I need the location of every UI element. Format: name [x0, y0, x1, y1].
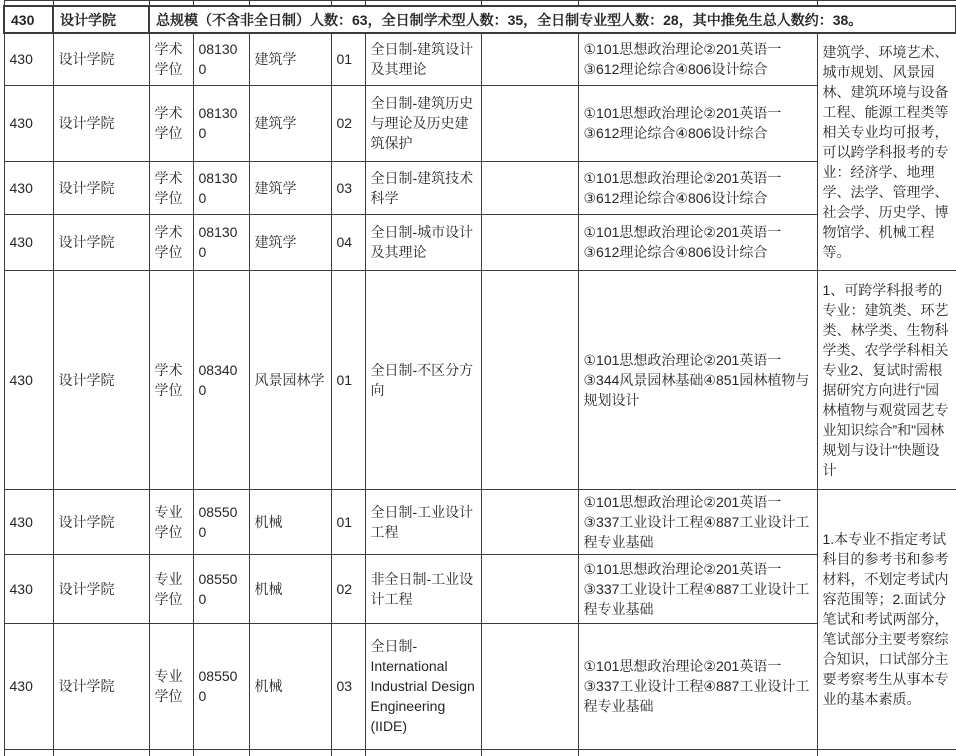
cell-direction-name: 全日制-建筑技术科学: [365, 161, 481, 214]
cell-major-name: 机械: [249, 554, 331, 623]
cell-enrollment-blank: [481, 554, 578, 623]
cell-enrollment-blank: [481, 489, 578, 554]
cell-major-name: 风景园林学: [249, 270, 331, 489]
cell-major-code: 083400: [193, 270, 249, 489]
cell-degree-type: 专业学位: [149, 623, 193, 749]
cell-exam-subjects: ①101思想政治理论②201英语一③337工业设计工程④887工业设计工程专业基础: [578, 489, 817, 554]
table-row: [4, 554, 956, 623]
table-row: [4, 489, 956, 554]
cell-degree-type: 学术学位: [149, 270, 193, 489]
cell-school-code: 430: [4, 85, 53, 161]
cell-school-code: 430: [4, 33, 53, 85]
cell-school-name: 设计学院: [53, 623, 149, 749]
cell-enrollment-blank: [481, 161, 578, 214]
cell-major-code: 085500: [193, 623, 249, 749]
cell-direction-number: 03: [331, 623, 365, 749]
cell-degree-type: 专业学位: [149, 554, 193, 623]
cell-direction-name: 全日制-城市设计及其理论: [365, 214, 481, 270]
cell-enrollment-blank: [481, 85, 578, 161]
cell-direction-number: 01: [331, 33, 365, 85]
cell-direction-name: 全日制-International Industrial Design Engineering (IIDE): [365, 623, 481, 749]
cell-degree-type: 学术学位: [149, 33, 193, 85]
cell-exam-subjects: ①101思想政治理论②201英语一③337工业设计工程④887工业设计工程专业基础: [578, 554, 817, 623]
cell-school-name: 设计学院: [53, 489, 149, 554]
cell-school-name: 设计学院: [53, 214, 149, 270]
cell-major-name: 建筑学: [249, 85, 331, 161]
cell-exam-subjects: ①101思想政治理论②201英语一③612理论综合④806设计综合: [578, 33, 817, 85]
table-row: [4, 623, 956, 749]
cell-exam-subjects: ①101思想政治理论②201英语一③612理论综合④806设计综合: [578, 85, 817, 161]
cell-direction-number: 03: [331, 161, 365, 214]
cell-school-code: 430: [4, 554, 53, 623]
cell-direction-number: 02: [331, 554, 365, 623]
cell-direction-name: 全日制-建筑设计及其理论: [365, 33, 481, 85]
cell-school-name: 设计学院: [53, 270, 149, 489]
cell-major-code: 081300: [193, 85, 249, 161]
cell-exam-subjects: ①101思想政治理论②201英语一③612理论综合④806设计综合: [578, 214, 817, 270]
cell-major-code: 081300: [193, 161, 249, 214]
cell-major-name: 建筑学: [249, 214, 331, 270]
cell-major-name: 建筑学: [249, 33, 331, 85]
table-row: [4, 33, 956, 85]
table-row: [4, 214, 956, 270]
table-row: [4, 85, 956, 161]
cell-major-name: 机械: [249, 623, 331, 749]
cell-school-code: 430: [4, 623, 53, 749]
cell-exam-subjects: ①101思想政治理论②201英语一③612理论综合④806设计综合: [578, 161, 817, 214]
cell-school-name: 设计学院: [53, 33, 149, 85]
cell-degree-type: 专业学位: [149, 489, 193, 554]
cell-exam-subjects: ①101思想政治理论②201英语一③344风景园林基础④851园林植物与规划设计: [578, 270, 817, 489]
cell-degree-type: 学术学位: [149, 214, 193, 270]
admissions-table: [3, 0, 956, 756]
cell-remarks: 1.本专业不指定考试科目的参考书和参考材料，不划定考试内容范围等；2.面试分笔试和考试两部分，笔试部分主要考察综合知识，口试部分主要考察考生从事本专业的基本素质。: [817, 489, 956, 749]
cell-direction-name: 全日制-建筑历史与理论及历史建筑保护: [365, 85, 481, 161]
cell-exam-subjects: ①101思想政治理论②201英语一③337工业设计工程④887工业设计工程专业基础: [578, 623, 817, 749]
cell-direction-name: 全日制-工业设计工程: [365, 489, 481, 554]
cell-degree-type: 学术学位: [149, 85, 193, 161]
cell-school-code: 430: [4, 489, 53, 554]
cell-direction-number: 04: [331, 214, 365, 270]
cell-school-code: 430: [4, 161, 53, 214]
cell-direction-number: 01: [331, 489, 365, 554]
cell-school-name: 设计学院: [53, 85, 149, 161]
cell-direction-number: 02: [331, 85, 365, 161]
cell-degree-type: 学术学位: [149, 161, 193, 214]
cell-school-code: 430: [4, 6, 53, 33]
table-row: [4, 161, 956, 214]
cell-remarks: 建筑学、环境艺术、城市规划、风景园林、建筑环境与设备工程、能源工程类等相关专业均可报考，可以跨学科报考的专业：经济学、地理学、法学、管理学、社会学、历史学、博物馆学、机械工程等。: [817, 33, 956, 270]
cell-major-code: 085500: [193, 554, 249, 623]
cell-school-name: 设计学院: [53, 554, 149, 623]
cell-direction-number: 01: [331, 270, 365, 489]
cell-enrollment-summary: 总规模（不含非全日制）人数：63，全日制学术型人数：35，全日制专业型人数：28，其中推免生总人数约：38。: [149, 6, 956, 33]
cell-enrollment-blank: [481, 33, 578, 85]
cell-major-name: 机械: [249, 489, 331, 554]
cell-enrollment-blank: [481, 623, 578, 749]
cell-major-code: 085500: [193, 489, 249, 554]
cell-direction-name: 非全日制-工业设计工程: [365, 554, 481, 623]
cell-enrollment-blank: [481, 214, 578, 270]
cell-enrollment-blank: [481, 270, 578, 489]
cell-direction-name: 全日制-不区分方向: [365, 270, 481, 489]
cell-school-code: 430: [4, 214, 53, 270]
cell-major-name: 建筑学: [249, 161, 331, 214]
cell-school-name: 设计学院: [53, 6, 149, 33]
cell-school-code: 430: [4, 270, 53, 489]
table-row: [4, 270, 956, 489]
summary-row: [4, 6, 956, 33]
cell-remarks: 1、可跨学科报考的专业：建筑类、环艺类、林学类、生物科学类、农学学科相关专业2、复试时需根据研究方向进行“园林植物与观赏园艺专业知识综合”和"园林规划与设计"快题设计: [817, 270, 956, 489]
cell-major-code: 081300: [193, 33, 249, 85]
cell-school-name: 设计学院: [53, 161, 149, 214]
cell-major-code: 081300: [193, 214, 249, 270]
